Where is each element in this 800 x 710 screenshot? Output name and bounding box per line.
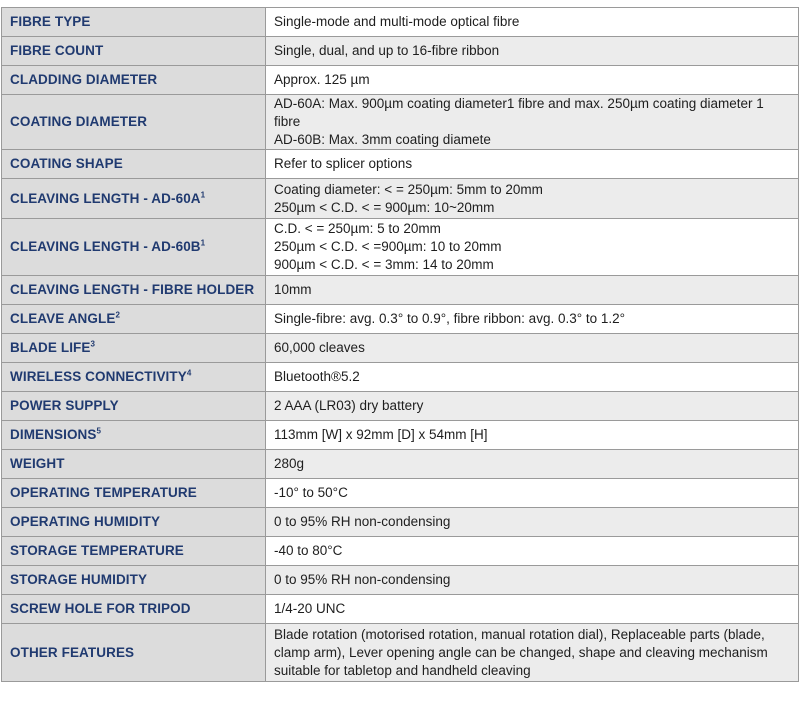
spec-label-cell: [2, 363, 266, 392]
spec-row: [2, 334, 799, 363]
spec-value-line: 113mm [W] x 92mm [D] x 54mm [H]: [274, 427, 488, 442]
spec-value-cell: [266, 508, 799, 537]
spec-value-line: Refer to splicer options: [274, 156, 413, 171]
spec-label-cell: [2, 334, 266, 363]
spec-value-cell: [266, 450, 799, 479]
spec-row: [2, 179, 799, 219]
spec-label-cell: [2, 421, 266, 450]
spec-value-line: 900µm < C.D. < = 3mm: 14 to 20mm: [274, 257, 494, 272]
spec-label-cell: [2, 276, 266, 305]
spec-label: CLEAVING LENGTH - AD-60A: [10, 190, 201, 206]
spec-row: [2, 219, 799, 276]
spec-value-line: AD-60B: Max. 3mm coating diamete: [274, 132, 491, 147]
spec-value-line: Single-fibre: avg. 0.3° to 0.9°, fibre ribbon: avg. 0.3° to 1.2°: [274, 311, 626, 326]
spec-label-cell: [2, 8, 266, 37]
spec-row: [2, 566, 799, 595]
spec-table: [1, 7, 799, 682]
footnote-marker: 2: [115, 310, 121, 320]
spec-label: CLADDING DIAMETER: [10, 72, 158, 87]
spec-value-line: Coating diameter: < = 250µm: 5mm to 20mm: [274, 181, 543, 197]
spec-label: OPERATING HUMIDITY: [10, 514, 161, 529]
spec-label: SCREW HOLE FOR TRIPOD: [10, 601, 191, 616]
spec-label-cell: [2, 219, 266, 276]
spec-label: POWER SUPPLY: [10, 398, 119, 413]
spec-label: CLEAVING LENGTH - FIBRE HOLDER: [10, 282, 255, 297]
spec-value-cell: [266, 276, 799, 305]
spec-value-line: AD-60A: Max. 900µm coating diameter1 fibre and max. 250µm coating diameter 1 fibre: [274, 96, 764, 129]
spec-value-line: Single-mode and multi-mode optical fibre: [274, 14, 520, 29]
spec-label: CLEAVE ANGLE: [10, 311, 116, 326]
spec-label-cell: [2, 95, 266, 150]
spec-value-line: 60,000 cleaves: [274, 340, 365, 355]
spec-value-line: 2 AAA (LR03) dry battery: [274, 398, 424, 413]
spec-label: FIBRE TYPE: [10, 14, 91, 29]
spec-value-cell: [266, 334, 799, 363]
spec-value-line: clamp arm), Lever opening angle can be changed, shape and cleaving mechanism: [274, 644, 768, 660]
spec-label-cell: [2, 450, 266, 479]
spec-value-cell: [266, 392, 799, 421]
spec-label-cell: [2, 37, 266, 66]
spec-table-body: [2, 8, 799, 682]
spec-value-cell: [266, 363, 799, 392]
spec-value-line: 0 to 95% RH non-condensing: [274, 514, 451, 529]
spec-label-cell: [2, 566, 266, 595]
spec-value-line: 10mm: [274, 282, 312, 297]
spec-label: FIBRE COUNT: [10, 43, 104, 58]
spec-value-cell: [266, 624, 799, 682]
spec-value-cell: [266, 8, 799, 37]
spec-label: STORAGE TEMPERATURE: [10, 543, 184, 558]
spec-label: STORAGE HUMIDITY: [10, 572, 148, 587]
spec-row: [2, 363, 799, 392]
spec-label-cell: [2, 624, 266, 682]
spec-label: CLEAVING LENGTH - AD-60B: [10, 239, 201, 254]
spec-value-cell: [266, 37, 799, 66]
spec-label-cell: [2, 537, 266, 566]
footnote-marker: 4: [186, 368, 192, 378]
spec-value-cell: [266, 179, 799, 219]
spec-label: COATING DIAMETER: [10, 114, 148, 129]
spec-row: [2, 37, 799, 66]
spec-label-cell: [2, 595, 266, 624]
spec-row: [2, 150, 799, 179]
spec-row: [2, 392, 799, 421]
spec-label: OPERATING TEMPERATURE: [10, 485, 197, 500]
spec-row: [2, 95, 799, 150]
spec-value-cell: [266, 479, 799, 508]
spec-value-line: -10° to 50°C: [274, 485, 348, 500]
spec-label: WEIGHT: [10, 456, 65, 471]
spec-row: [2, 595, 799, 624]
spec-value-cell: [266, 66, 799, 95]
spec-value-line: Blade rotation (motorised rotation, manual rotation dial), Replaceable parts (blade,: [274, 626, 765, 642]
spec-value-cell: [266, 566, 799, 595]
spec-row: [2, 624, 799, 682]
spec-value-line: 1/4-20 UNC: [274, 601, 346, 616]
spec-label-cell: [2, 150, 266, 179]
footnote-marker: 1: [200, 190, 206, 199]
spec-value-line: 280g: [274, 456, 305, 471]
spec-row: [2, 537, 799, 566]
spec-value-line: -40 to 80°C: [274, 543, 343, 558]
spec-value-line: C.D. < = 250µm: 5 to 20mm: [274, 221, 441, 236]
spec-value-line: suitable for tabletop and handheld cleaving: [274, 662, 531, 678]
spec-row: [2, 508, 799, 537]
spec-row: [2, 450, 799, 479]
footnote-marker: 3: [90, 339, 96, 349]
spec-row: [2, 8, 799, 37]
spec-label: WIRELESS CONNECTIVITY: [10, 369, 187, 384]
spec-value-line: 250µm < C.D. < =900µm: 10 to 20mm: [274, 239, 502, 254]
spec-value-cell: [266, 219, 799, 276]
spec-label: COATING SHAPE: [10, 156, 123, 171]
spec-label-cell: [2, 508, 266, 537]
footnote-marker: 5: [96, 426, 102, 436]
spec-row: [2, 305, 799, 334]
spec-value-line: 250µm < C.D. < = 900µm: 10~20mm: [274, 199, 495, 215]
spec-row: [2, 66, 799, 95]
spec-value-line: 0 to 95% RH non-condensing: [274, 572, 451, 587]
spec-value-cell: [266, 305, 799, 334]
spec-value-cell: [266, 150, 799, 179]
spec-label-cell: [2, 305, 266, 334]
spec-label: DIMENSIONS: [10, 427, 97, 442]
spec-row: [2, 421, 799, 450]
spec-value-line: Bluetooth®5.2: [274, 369, 360, 384]
spec-value-cell: [266, 95, 799, 150]
spec-label: BLADE LIFE: [10, 340, 91, 355]
spec-row: [2, 276, 799, 305]
spec-label-cell: [2, 479, 266, 508]
footnote-marker: 1: [200, 238, 206, 248]
spec-value-cell: [266, 595, 799, 624]
spec-value-line: Single, dual, and up to 16-fibre ribbon: [274, 43, 500, 58]
spec-label-cell: [2, 179, 266, 219]
spec-value-cell: [266, 537, 799, 566]
spec-value-cell: [266, 421, 799, 450]
spec-label-cell: [2, 392, 266, 421]
spec-row: [2, 479, 799, 508]
spec-value-line: Approx. 125 µm: [274, 72, 370, 87]
spec-label: OTHER FEATURES: [10, 644, 135, 660]
spec-label-cell: [2, 66, 266, 95]
